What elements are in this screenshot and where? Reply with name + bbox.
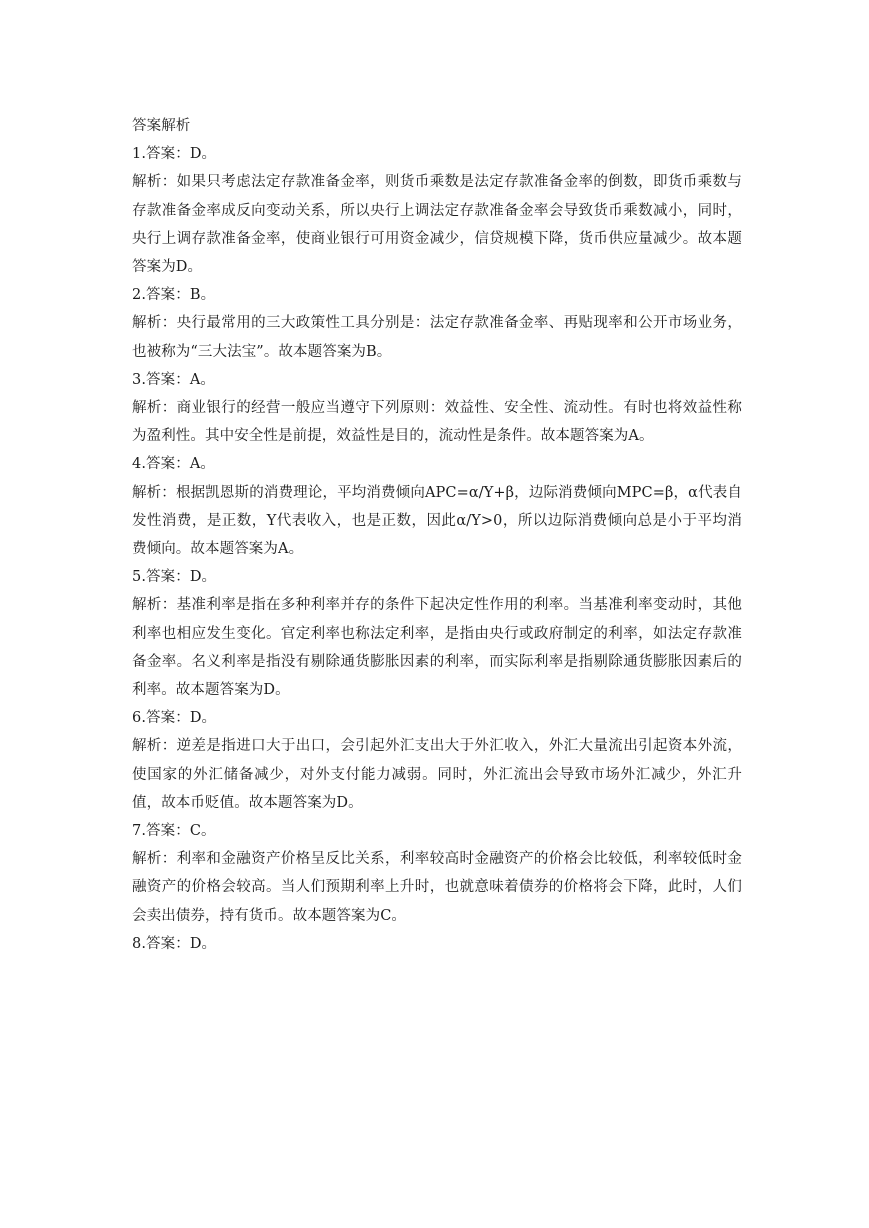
- answer-8: 8.答案：D。: [132, 935, 217, 952]
- explanation-5: 解析：基准利率是指在多种利率并存的条件下起决定性作用的利率。当基准利率变动时，其他利率也相应发生变化。官定利率也称法定利率，是指由央行或政府制定的利率，如法定存款准备金率。名义利率是指没有剔除通货膨胀因素的利率，而实际利率是指剔除通货膨胀因素后的利率。故本题答案为D。: [132, 597, 742, 699]
- explanation-3: 解析：商业银行的经营一般应当遵守下列原则：效益性、安全性、流动性。有时也将效益性称为盈利性。其中安全性是前提，效益性是目的，流动性是条件。故本题答案为A。: [132, 400, 742, 445]
- explanation-4: 解析：根据凯恩斯的消费理论，平均消费倾向APC=α/Y+β，边际消费倾向MPC=β，α代表自发性消费，是正数，Y代表收入，也是正数，因此α/Y>0，所以边际消费倾向总是小于平均消费倾向。故本题答案为A。: [132, 484, 742, 558]
- answer-6: 6.答案：D。: [132, 710, 217, 727]
- explanation-1: 解析：如果只考虑法定存款准备金率，则货币乘数是法定存款准备金率的倒数，即货币乘数与存款准备金率成反向变动关系，所以央行上调法定存款准备金率会导致货币乘数减小，同时，央行上调存款准备金率，使商业银行可用资金减少，信贷规模下降，货币供应量减少。故本题答案为D。: [132, 174, 742, 276]
- explanation-7: 解析：利率和金融资产价格呈反比关系，利率较高时金融资产的价格会比较低，利率较低时金融资产的价格会较高。当人们预期利率上升时，也就意味着债券的价格将会下降，此时，人们会卖出债券，持有货币。故本题答案为C。: [132, 851, 742, 924]
- answer-7: 7.答案：C。: [132, 823, 216, 840]
- answer-2: 2.答案：B。: [132, 287, 216, 304]
- answer-4: 4.答案：A。: [132, 456, 216, 473]
- explanation-2: 解析：央行最常用的三大政策性工具分别是：法定存款准备金率、再贴现率和公开市场业务，也被称为“三大法宝”。故本题答案为B。: [132, 315, 742, 360]
- answer-sheet: [132, 112, 742, 958]
- page-title: 答案解析: [132, 118, 191, 134]
- explanation-6: 解析：逆差是指进口大于出口，会引起外汇支出大于外汇收入，外汇大量流出引起资本外流，使国家的外汇储备减少，对外支付能力减弱。同时，外汇流出会导致市场外汇减少，外汇升值，故本币贬值。故本题答案为D。: [132, 738, 742, 811]
- answer-3: 3.答案：A。: [132, 371, 216, 388]
- answer-1: 1.答案：D。: [132, 146, 217, 163]
- answer-5: 5.答案：D。: [132, 569, 217, 586]
